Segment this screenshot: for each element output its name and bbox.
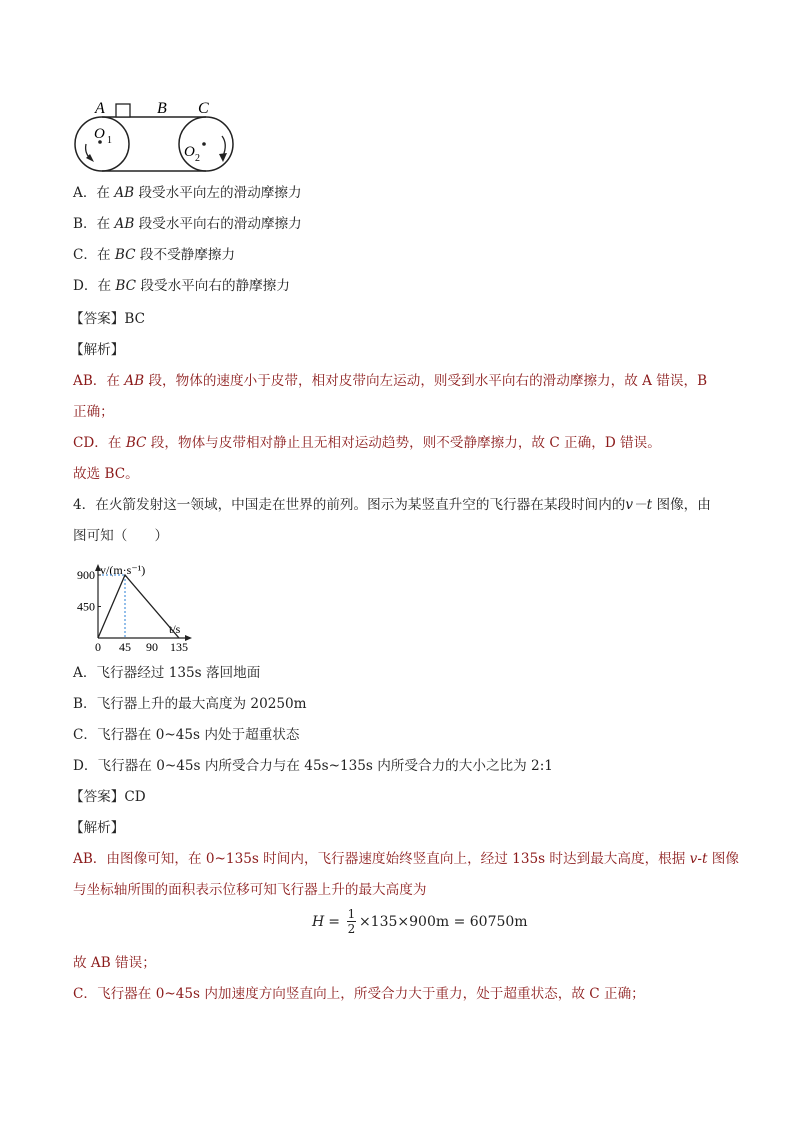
label-o2: O xyxy=(184,144,195,160)
q3-analysis-line-3: CD．在 BC 段，物体与皮带相对静止且无相对运动趋势，则不受静摩擦力，故 C 正确，D 错误。 xyxy=(73,435,661,451)
max-height-equation xyxy=(312,908,528,935)
x-tick-label: 135 xyxy=(170,640,188,654)
label-o1-sub: 1 xyxy=(107,135,112,146)
eq-equals: = xyxy=(328,913,340,930)
x-axis-label: t/s xyxy=(169,622,181,636)
label-c: C xyxy=(198,100,209,117)
eq-denominator: 2 xyxy=(347,922,356,936)
q3-analysis-line-2: 正确； xyxy=(73,404,114,420)
q4-answer: 【答案】CD xyxy=(70,789,146,805)
q3-analysis-line-1: AB．在 AB 段，物体的速度小于皮带，相对皮带向左运动，则受到水平向右的滑动摩擦力，故 A 错误，B xyxy=(73,373,708,389)
eq-lhs: H xyxy=(312,913,325,930)
vt-chart-svg xyxy=(68,558,203,656)
conveyor-belt-figure xyxy=(70,98,240,174)
q3-conclusion: 故选 BC。 xyxy=(73,466,139,482)
q4-option-d: D．飞行器在 0~45s 内所受合力与在 45s~135s 内所受合力的大小之比为 2:1 xyxy=(73,758,553,774)
q3-option-a: A．在 AB 段受水平向左的滑动摩擦力 xyxy=(73,185,302,201)
vt-marks xyxy=(77,568,188,654)
eq-rest: ×135×900m = 60750m xyxy=(358,913,528,930)
q3-option-c: C．在 BC 段不受静摩擦力 xyxy=(73,247,236,263)
q4-analysis-tag: 【解析】 xyxy=(70,820,125,836)
q4-stem-line-2: 图可知（ ） xyxy=(73,528,169,544)
x-tick-label: 90 xyxy=(146,640,158,654)
label-a: A xyxy=(95,100,105,117)
q4-analysis-line-1: AB．由图像可知，在 0~135s 时间内，飞行器速度始终竖直向上，经过 135s 时达到最大高度，根据 v-t 图像 xyxy=(73,851,739,867)
q3-answer: 【答案】BC xyxy=(70,311,146,327)
axis-o2-dot xyxy=(202,142,206,146)
eq-fraction xyxy=(347,908,356,935)
block-object xyxy=(116,104,130,117)
q4-option-b: B．飞行器上升的最大高度为 20250m xyxy=(73,696,307,712)
label-o2-sub: 2 xyxy=(195,153,200,164)
q4-analysis-line-2: 与坐标轴所围的面积表示位移可知飞行器上升的最大高度为 xyxy=(73,882,427,898)
q3-option-d: D．在 BC 段受水平向右的静摩擦力 xyxy=(73,278,290,294)
label-o1: O xyxy=(94,126,105,142)
y-tick-label: 450 xyxy=(77,599,95,614)
vt-chart xyxy=(68,558,203,656)
q4-analysis-line-3: 故 AB 错误； xyxy=(73,955,156,971)
velocity-series-line xyxy=(98,575,179,638)
rotation-arrow-right xyxy=(222,136,225,156)
q4-option-a: A．飞行器经过 135s 落回地面 xyxy=(73,665,261,681)
q4-analysis-line-4: C．飞行器在 0~45s 内加速度方向竖直向上，所受合力大于重力，处于超重状态，故 C 正确； xyxy=(73,986,645,1002)
y-axis-label: v/(m·s⁻¹) xyxy=(100,563,146,577)
conveyor-belt-diagram xyxy=(70,98,240,174)
x-tick-label: 0 xyxy=(95,640,101,654)
eq-numerator: 1 xyxy=(347,907,356,921)
y-tick-label: 900 xyxy=(77,568,95,582)
q4-option-c: C．飞行器在 0~45s 内处于超重状态 xyxy=(73,727,300,743)
q4-stem-line-1: 4．在火箭发射这一领域，中国走在世界的前列。图示为某竖直升空的飞行器在某段时间内的v－t 图像，由 xyxy=(73,497,711,513)
q3-option-b: B．在 AB 段受水平向右的滑动摩擦力 xyxy=(73,216,302,232)
label-b: B xyxy=(157,100,167,117)
rotation-arrowhead-right-icon xyxy=(219,153,227,162)
q3-analysis-tag: 【解析】 xyxy=(70,342,125,358)
x-tick-label: 45 xyxy=(119,640,131,654)
